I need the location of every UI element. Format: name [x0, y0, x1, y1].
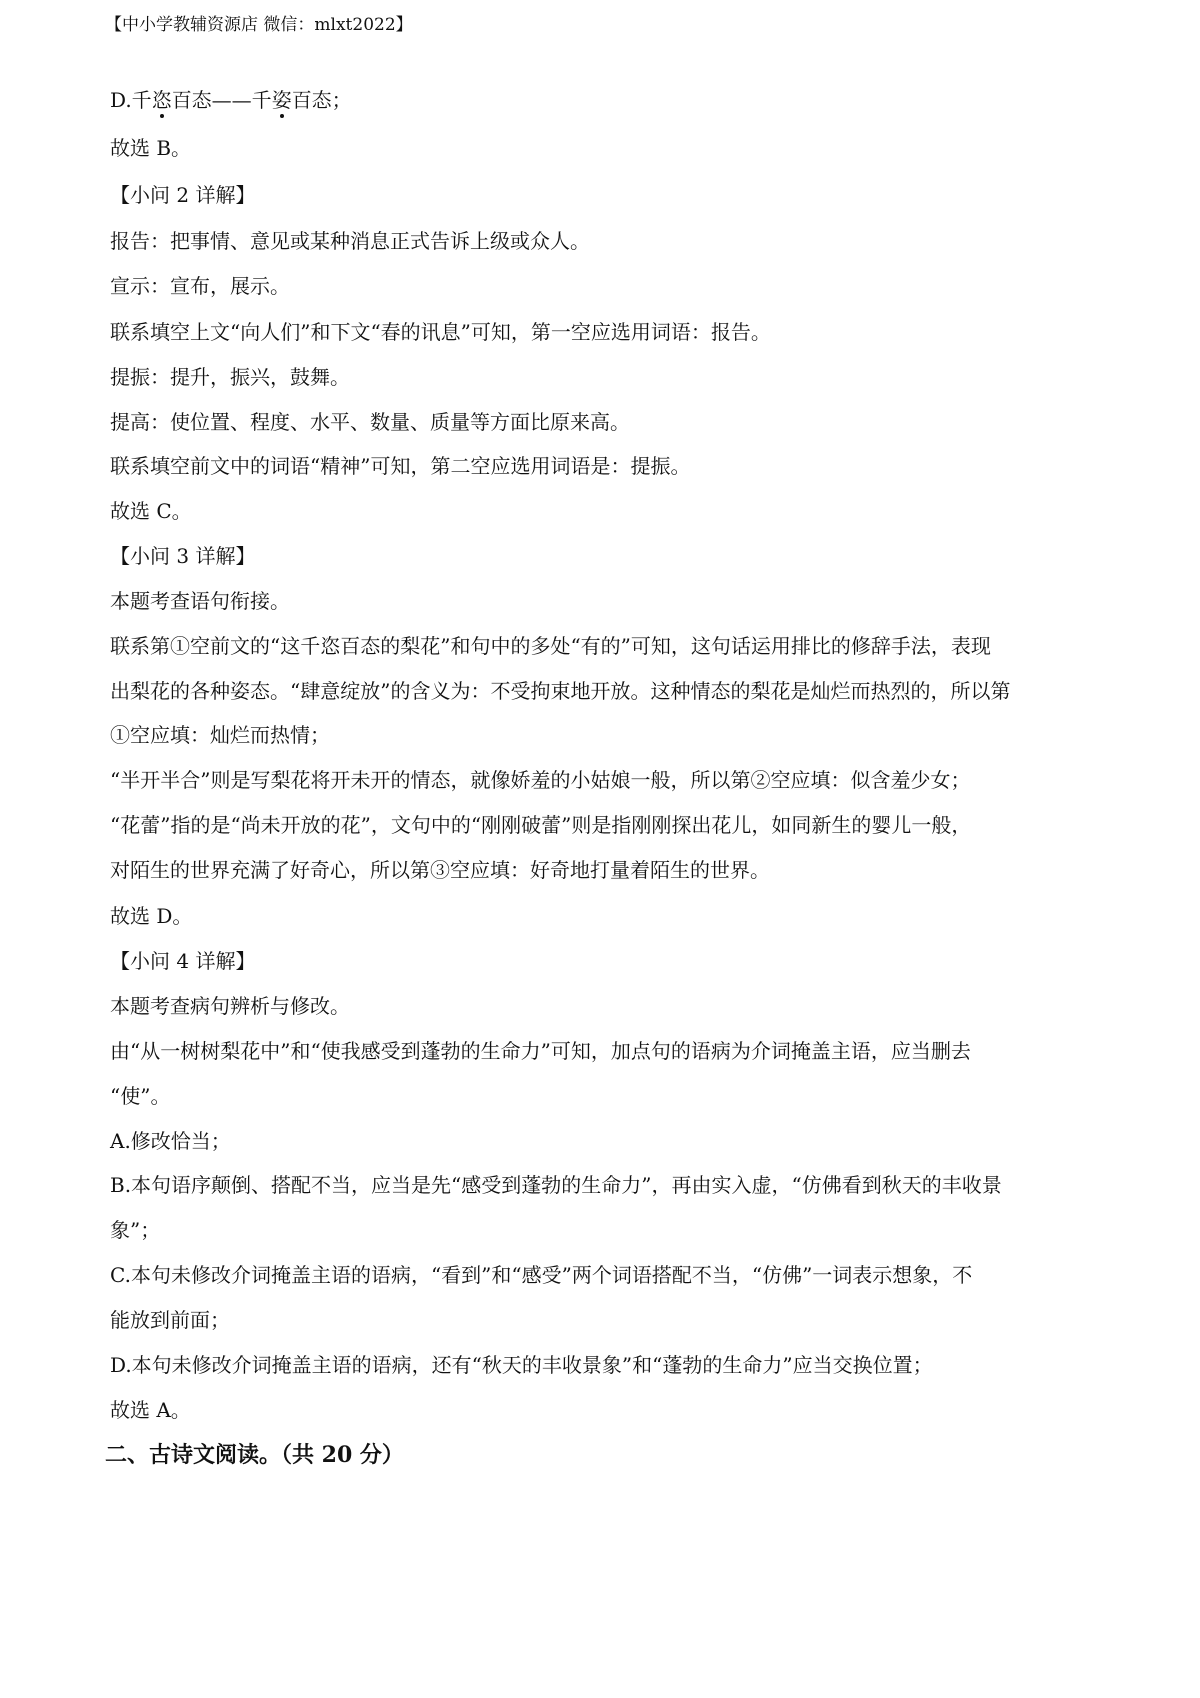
- text-line: “半开半合”则是写梨花将开未开的情态，就像娇羞的小姑娘一般，所以第②空应填：似含羞少女；: [110, 768, 971, 792]
- text-line: 联系填空上文“向人们”和下文“春的讯息”可知，第一空应选用词语：报告。: [110, 320, 771, 344]
- answer-line-d-option: [110, 86, 1100, 114]
- text-segment: D.千: [110, 88, 152, 112]
- text-line: 出梨花的各种姿态。“肆意绽放”的含义为：不受拘束地开放。这种情态的梨花是灿烂而热烈的，所以第: [110, 679, 1011, 703]
- dotted-character: 姿: [271, 88, 292, 112]
- text-line: 故选 A。: [110, 1398, 191, 1422]
- text-line: 报告：把事情、意见或某种消息正式告诉上级或众人。: [110, 229, 590, 253]
- text-line: 象”；: [110, 1218, 161, 1242]
- text-line: D.本句未修改介词掩盖主语的语病，还有“秋天的丰收景象”和“蓬勃的生命力”应当交换位置；: [110, 1353, 933, 1377]
- text-line: 故选 C。: [110, 499, 192, 523]
- text-line: 联系填空前文中的词语“精神”可知，第二空应选用词语是：提振。: [110, 454, 691, 478]
- text-line: B.本句语序颠倒、搭配不当，应当是先“感受到蓬勃的生命力”，再由实入虚，“仿佛看到秋天的丰收景: [110, 1173, 1002, 1197]
- text-line: A.修改恰当；: [110, 1129, 231, 1153]
- text-line: 提振：提升，振兴，鼓舞。: [110, 365, 350, 389]
- text-line: 本题考查病句辨析与修改。: [110, 994, 350, 1018]
- text-line: 对陌生的世界充满了好奇心，所以第③空应填：好奇地打量着陌生的世界。: [110, 858, 770, 882]
- text-line: 能放到前面；: [110, 1308, 230, 1332]
- text-line: 本题考查语句衔接。: [110, 589, 290, 613]
- section-label: 【小问 3 详解】: [110, 544, 256, 568]
- section-label: 【小问 2 详解】: [110, 183, 256, 207]
- text-line: 由“从一树树梨花中”和“使我感受到蓬勃的生命力”可知，加点句的语病为介词掩盖主语，应当删去: [110, 1039, 971, 1063]
- text-line: 宣示：宣布，展示。: [110, 274, 290, 298]
- section-heading: 二、古诗文阅读。（共 20 分）: [105, 1442, 404, 1468]
- text-line: “花蕾”指的是“尚未开放的花”，文句中的“刚刚破蕾”则是指刚刚探出花儿，如同新生的婴儿一般，: [110, 813, 972, 837]
- dotted-character: 恣: [151, 88, 172, 112]
- text-line: 提高：使位置、程度、水平、数量、质量等方面比原来高。: [110, 410, 630, 434]
- section-label: 【小问 4 详解】: [110, 949, 256, 973]
- text-line: 故选 D。: [110, 904, 193, 928]
- watermark-header: 【中小学教辅资源店 微信：mlxt2022】: [105, 15, 413, 35]
- text-line: “使”。: [110, 1084, 171, 1108]
- text-segment: 百态——千: [171, 88, 272, 112]
- text-line: 故选 B。: [110, 136, 192, 160]
- text-line: ①空应填：灿烂而热情；: [110, 723, 330, 747]
- text-line: 联系第①空前文的“这千恣百态的梨花”和句中的多处“有的”可知，这句话运用排比的修辞手法，表现: [110, 634, 991, 658]
- text-line: C.本句未修改介词掩盖主语的语病，“看到”和“感受”两个词语搭配不当，“仿佛”一词表示想象，不: [110, 1263, 973, 1287]
- text-segment: 百态；: [291, 88, 352, 112]
